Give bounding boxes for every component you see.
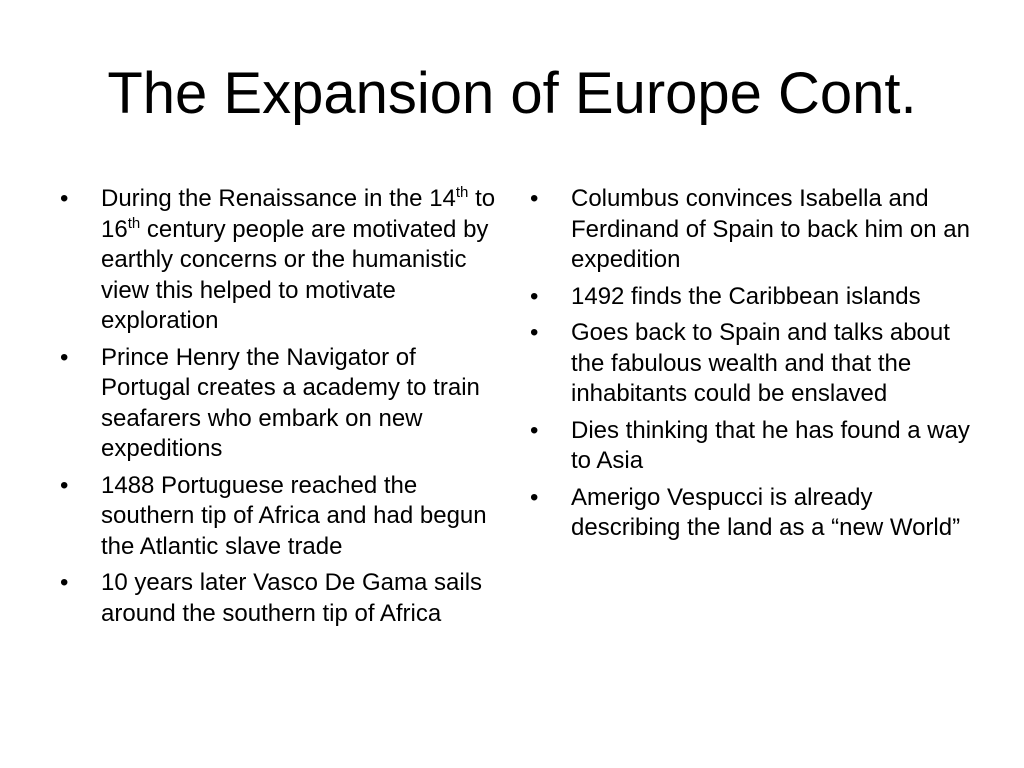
bullet-text-run: During the Renaissance in the 14 xyxy=(101,185,456,212)
bullet-text xyxy=(571,319,950,407)
bullet-glyph: • xyxy=(60,471,69,499)
bullet-item xyxy=(60,343,500,465)
bullet-glyph: • xyxy=(530,416,539,444)
bullet-text xyxy=(101,344,480,463)
bullet-text-run: 10 years later Vasco De Gama sails around the southern tip of Africa xyxy=(101,569,483,627)
bullet-glyph: • xyxy=(60,185,69,212)
bullet-text xyxy=(571,484,960,542)
bullet-item xyxy=(530,483,970,544)
right-bullet-list xyxy=(530,184,970,550)
bullet-text-run: Columbus convinces Isabella and Ferdinand of Spain to back him on an expedition xyxy=(571,185,970,273)
bullet-item xyxy=(530,416,970,477)
bullet-item xyxy=(60,471,500,563)
bullet-item xyxy=(60,184,500,337)
bullet-item xyxy=(530,318,970,410)
bullet-text-run: Dies thinking that he has found a way to Asia xyxy=(571,416,970,474)
bullet-glyph: • xyxy=(530,185,539,212)
bullet-glyph: • xyxy=(530,282,539,310)
bullet-text-run: century people are motivated by earthly concerns or the humanistic view this helped to motivate exploration xyxy=(101,215,489,334)
bullet-text-run: 1488 Portuguese reached the southern tip of Africa and had begun the Atlantic slave trade xyxy=(101,471,487,560)
bullet-item xyxy=(530,184,970,276)
bullet-glyph: • xyxy=(530,483,539,511)
ordinal-suffix: th xyxy=(127,214,141,232)
bullet-text xyxy=(101,185,495,334)
bullet-glyph: • xyxy=(530,319,539,346)
bullet-item xyxy=(60,568,500,629)
bullet-text-run: Goes back to Spain and talks about the fabulous wealth and that the inhabitants could be enslaved xyxy=(571,319,950,407)
left-bullet-list xyxy=(60,184,500,635)
bullet-text-run: 1492 finds the Caribbean islands xyxy=(571,282,921,310)
bullet-text xyxy=(571,283,921,310)
bullet-text-run: Amerigo Vespucci is already describing the land as a “new World” xyxy=(571,483,961,541)
bullet-item xyxy=(530,282,970,313)
bullet-text-run: Prince Henry the Navigator of Portugal creates a academy to train seafarers who embark on new expeditions xyxy=(101,343,480,462)
bullet-text xyxy=(101,472,487,560)
bullet-text xyxy=(571,417,970,475)
bullet-text xyxy=(571,185,970,273)
bullet-text-run: to 16 xyxy=(101,185,496,243)
bullet-glyph: • xyxy=(60,569,69,596)
ordinal-suffix: th xyxy=(455,184,469,201)
slide-title: The Expansion of Europe Cont. xyxy=(107,61,917,126)
bullet-glyph: • xyxy=(60,343,69,371)
bullet-text xyxy=(101,569,482,627)
